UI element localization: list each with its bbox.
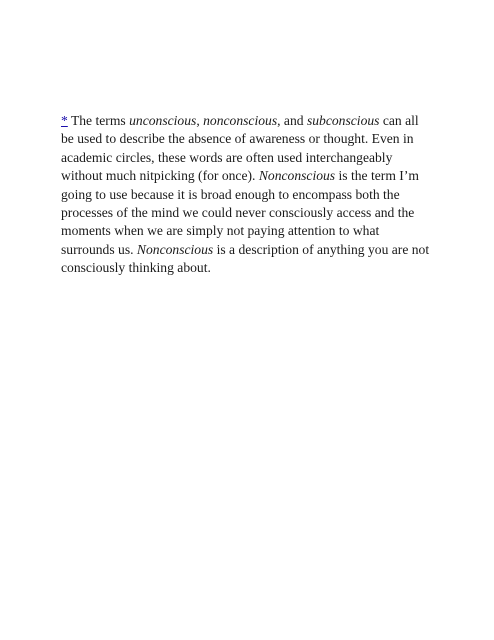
term-nonconscious: nonconscious [203,113,278,128]
term-subconscious: subconscious [306,113,380,128]
term-unconscious: unconscious [129,113,197,128]
footnote-paragraph [61,112,433,278]
footnote-text: The terms [67,113,130,128]
footnote-backlink[interactable]: * [61,113,68,128]
footnote-text: can all be used to describe the absence of awareness or thought. Even in academic circles, these words are often used interchangeably without much nitpicking (for once). [61,113,419,184]
term-nonconscious-emphasis: Nonconscious [258,168,336,184]
footnote-text: is the term I’m going to use because it is broad enough to encompass both the processes of the mind we could never consciously access and the moments when we are simply not paying attention to what surrounds us. [61,168,419,257]
footnote-text: , and [277,113,307,128]
footnote-text: is a description of anything you are not consciously thinking about. [61,241,430,276]
footnote-text: , [196,113,204,128]
term-nonconscious-emphasis: Nonconscious [136,241,214,257]
